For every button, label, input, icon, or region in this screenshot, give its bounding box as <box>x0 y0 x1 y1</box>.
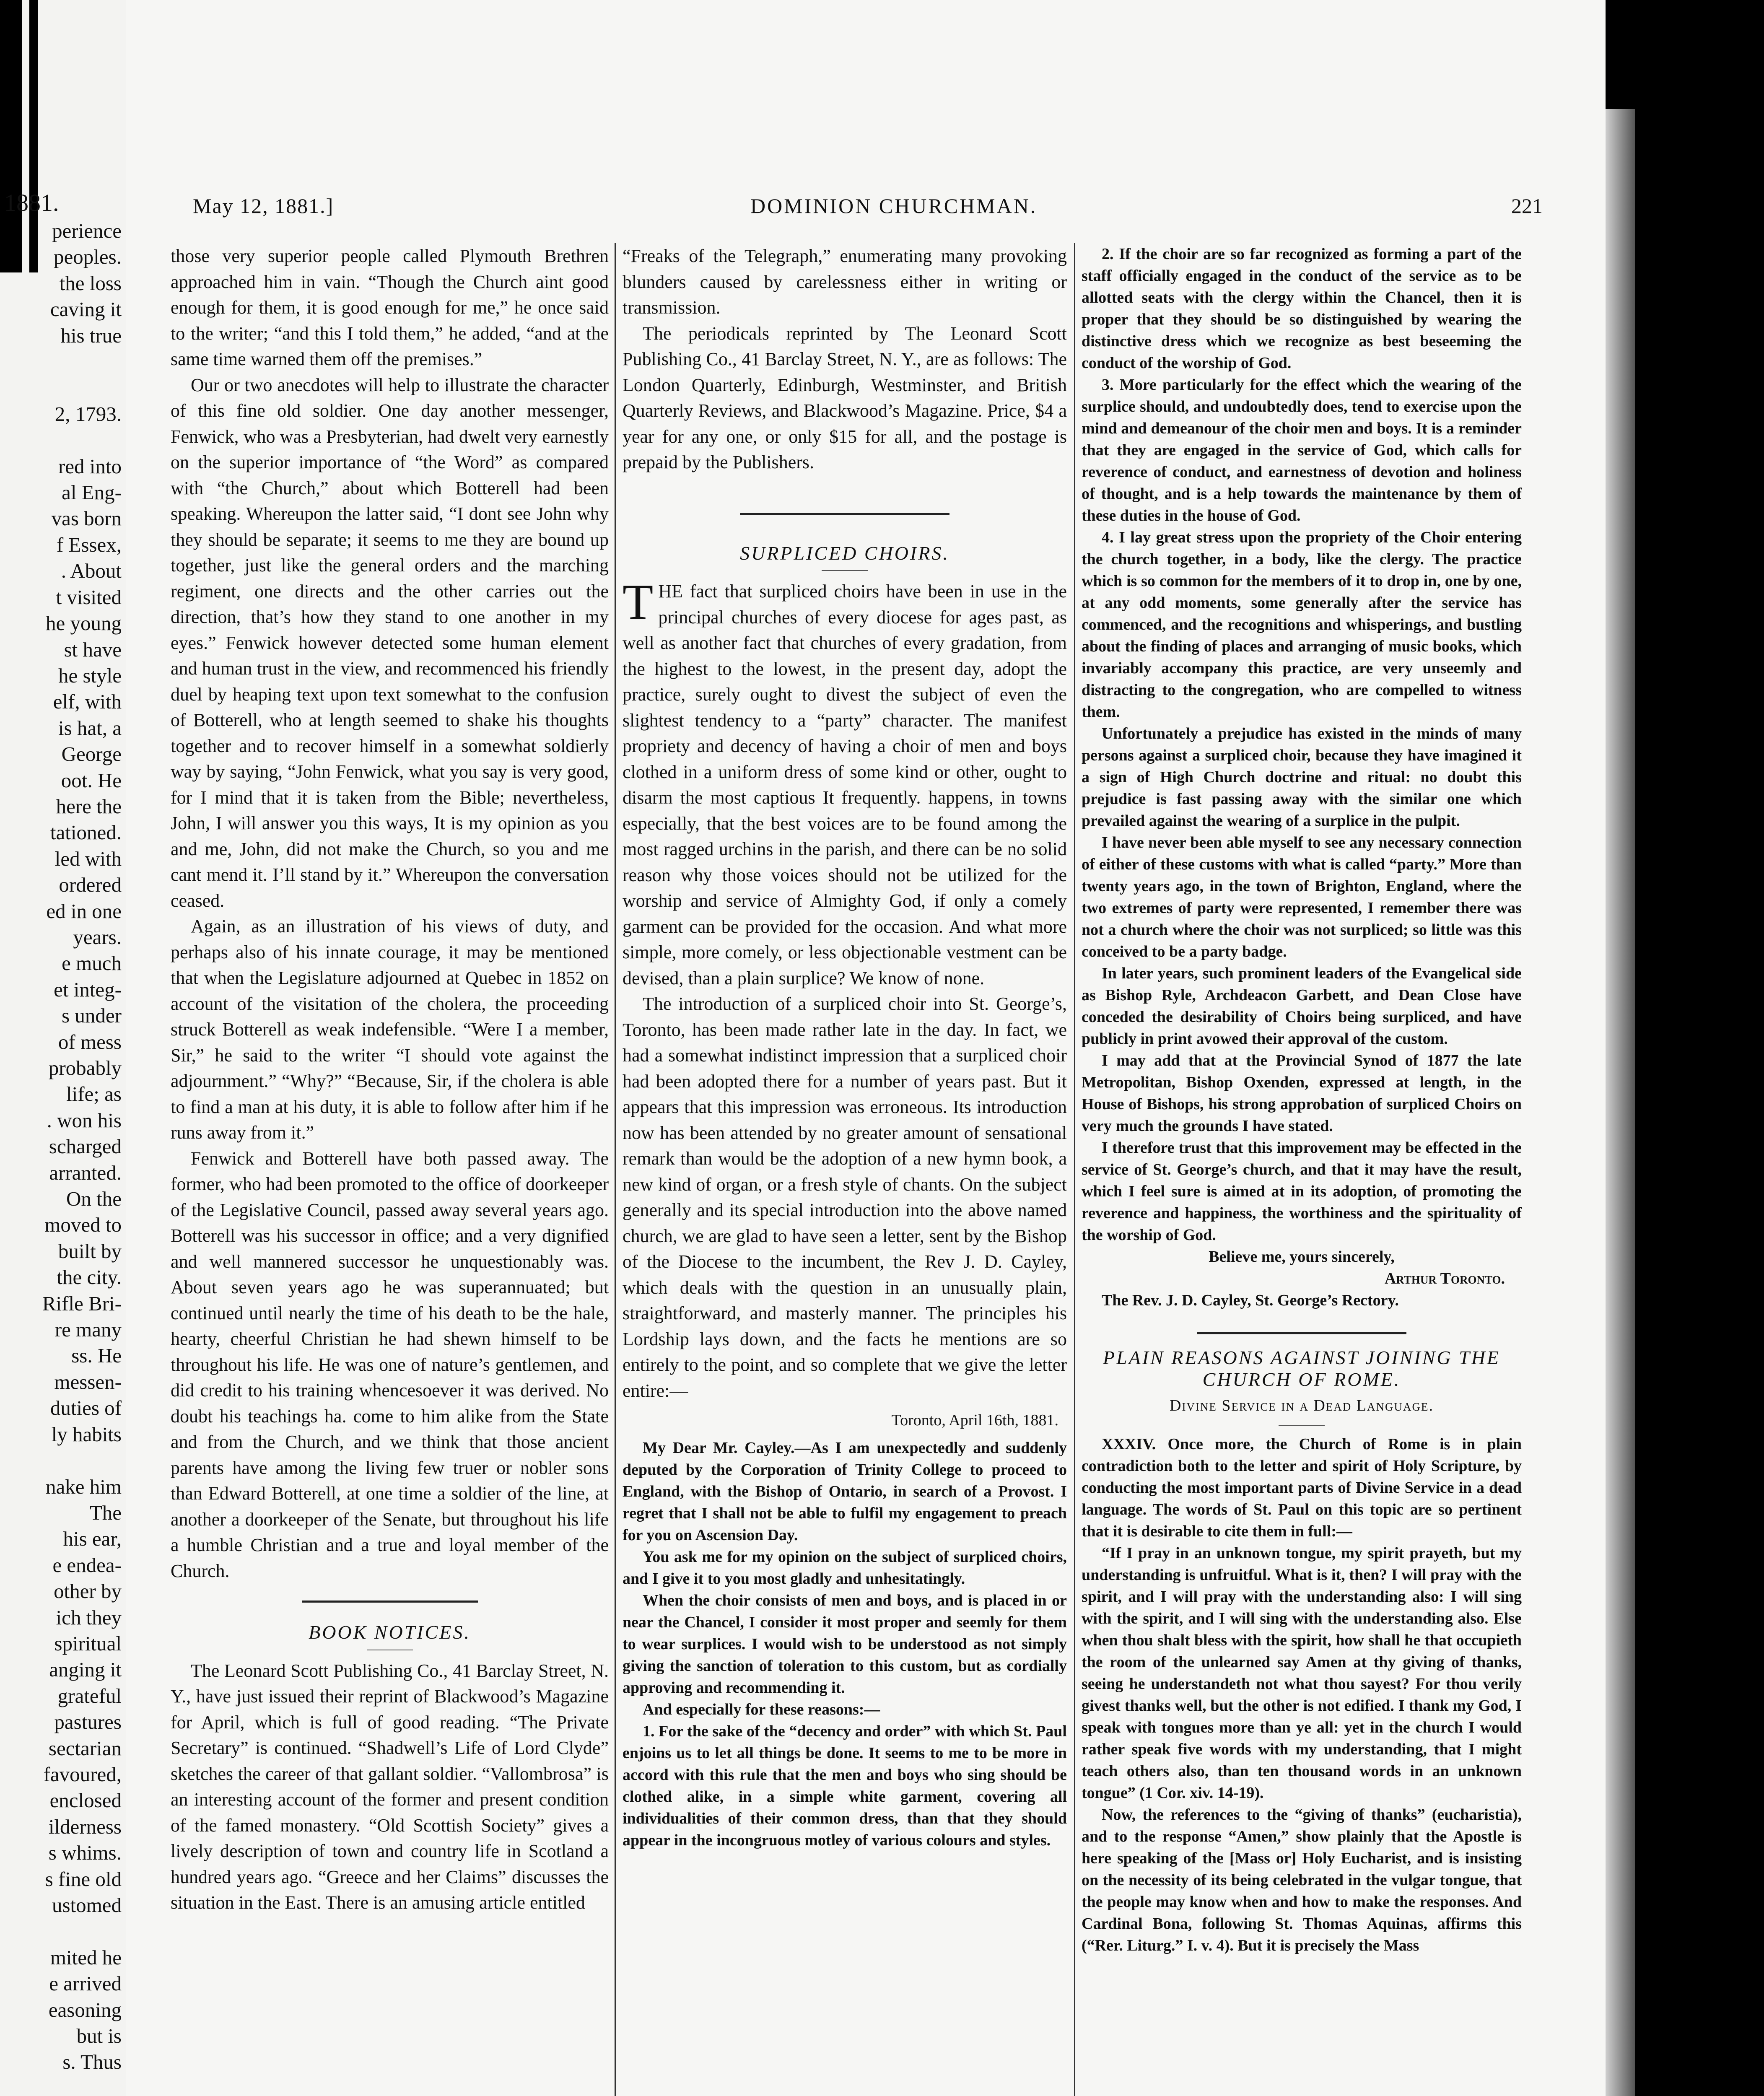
heading-underline <box>1279 1425 1325 1426</box>
facing-page-line: s. Thus <box>62 2050 122 2074</box>
letter-paragraph: I have never been able myself to see any necessary connection of either of these customs with what is called “party.” More than twenty years ago, in the town of Brighton, England, where the two extremes of party were represented, I remember there was not a church where the choir was not surpliced; so little was this conceived to be a party badge. <box>1082 834 1522 960</box>
facing-page-line: vas born <box>51 507 122 530</box>
facing-page-line: red into <box>58 454 122 478</box>
masthead-title: DOMINION CHURCHMAN. <box>750 194 1038 218</box>
heading-underline <box>822 570 868 571</box>
facing-page-line: . About <box>61 559 122 583</box>
facing-page-lines <box>0 218 122 2075</box>
facing-page-line: elf, with <box>53 690 122 713</box>
facing-page-line: years. <box>73 925 122 949</box>
facing-page-line: other by <box>54 1580 122 1603</box>
page-edge-shadow <box>1606 109 1635 2096</box>
facing-page-line: e much <box>62 952 122 975</box>
facing-page-line: ich they <box>56 1606 122 1629</box>
column-2 <box>623 243 1067 1851</box>
issue-date: May 12, 1881.] <box>193 194 334 218</box>
plain-reasons-subheading: Divine Service in a Dead Language. <box>1170 1397 1434 1414</box>
facing-page-line: the city. <box>57 1266 122 1289</box>
letter-paragraph: 4. I lay great stress upon the propriety of the Choir entering the church together, in a body, like the clergy. The practice which is so common for the members of it to drop in, one by one, at any odd moments, some generally after the service has commenced, and the recognitions and whisperings, and bustling about the finding of places and arranging of music books, which invariably accompany this practice, are very unseemly and distracting to the congregation, who are compelled to witness them. <box>1082 529 1522 721</box>
facing-page-line: t visited <box>56 585 122 609</box>
column-3 <box>1082 243 1522 1956</box>
book-notices-heading: BOOK NOTICES. <box>309 1621 471 1643</box>
facing-page-line: e arrived <box>49 1972 122 1995</box>
book-notice-paragraph: The Leonard Scott Publishing Co., 41 Barclay Street, N. Y., have just issued their reprint of Blackwood’s Magazine for April, which is full of good reading. “The Private Secretary” is continued. “Shadwell’s Life of Lord Clyde” sketches the career of that gallant soldier. “Vallombrosa” is an interesting account of the former and present condition of the famed monastery. “Old Scottish Society” gives a lively description of town and country life in Scotland a hundred years ago. “Greece and her Claims” discusses the situation in the East. There is an amusing article entitled <box>171 1660 609 1913</box>
facing-page-line: e endea- <box>52 1553 122 1577</box>
facing-page-line <box>0 1918 122 1944</box>
facing-page-line: peoples. <box>54 245 122 269</box>
drop-cap: T <box>623 574 654 630</box>
letter-paragraph: My Dear Mr. Cayley.—As I am unexpectedly and suddenly deputed by the Corporation of Trinity College to proceed to England, with the Bishop of Ontario, in search of a Provost. I regret that I shall not be able to fulfil my engagement to preach for you on Ascension Day. <box>623 1439 1067 1544</box>
section-divider <box>302 1601 478 1603</box>
facing-page-line: grateful <box>57 1684 122 1707</box>
article-paragraph: Now, the references to the “giving of thanks” (eucharistia), and to the response “Amen,” show plainly that the Apostle is here speaking of the [Mass or] Holy Eucharist, and is insisting on the necessity of its being celebrated in the vulgar tongue, that the people may know when and how to make the responses. And Cardinal Bona, following St. Thomas Aquinas, affirms this (“Rer. Liturg.” I. v. 4). But it is precisely the Mass <box>1082 1806 1522 1954</box>
facing-page-line: re many <box>54 1318 122 1341</box>
facing-page-line: probably <box>48 1056 122 1079</box>
facing-page-line: On the <box>66 1187 122 1211</box>
facing-page-line: of mess <box>58 1030 122 1053</box>
article-paragraph: XXXIV. Once more, the Church of Rome is in plain contradiction both to the letter and spirit of Holy Scripture, by conducting the most important parts of Divine Service in a dead language. The words of St. Paul on this topic are so pertinent that it is desirable to cite them in full:— <box>1082 1435 1522 1540</box>
facing-page-line: his ear, <box>63 1527 122 1551</box>
facing-page-line: his true <box>60 324 122 347</box>
facing-page-line: et integ- <box>54 978 122 1001</box>
facing-page-line: anging it <box>49 1658 122 1681</box>
letter-paragraph: 3. More particularly for the effect which the wearing of the surplice should, and undoubtedly does, tend to exercise upon the mind and demeanour of the choir men and boys. It is a reminder that they are engaged in the service of God, which calls for reverence of conduct, and earnestness of devotion and holiness of thought, and is a help towards the maintenance by them of these duties in the house of God. <box>1082 376 1522 524</box>
facing-page-line: easoning <box>48 1998 122 2021</box>
facing-page-line: 2, 1793. <box>54 402 122 425</box>
facing-page-line: s under <box>62 1004 122 1027</box>
facing-page-line: The <box>89 1501 122 1524</box>
letter-paragraph: I may add that at the Provincial Synod of 1877 the late Metropolitan, Bishop Oxenden, expressed at length, in the House of Bishops, his strong approbation of surpliced Choirs on very much the grounds I have stated. <box>1082 1052 1522 1135</box>
facing-page-line: he style <box>58 664 122 687</box>
facing-page-line: scharged <box>49 1135 122 1158</box>
facing-page-line: Rifle Bri- <box>42 1292 122 1315</box>
article-paragraph: The periodicals reprinted by The Leonard Scott Publishing Co., 41 Barclay Street, N. Y., are as follows: The London Quarterly, Edinburgh, Westminster, and British Quarterly Reviews, and Blackwood’s Magazine. Price, $4 a year for any one, or only $15 for all, and the postage is prepaid by the Publishers. <box>623 323 1067 472</box>
surpliced-choirs-heading: SURPLICED CHOIRS. <box>740 542 949 564</box>
facing-page-line: perience <box>52 219 122 242</box>
letter-paragraph: And especially for these reasons:— <box>643 1701 880 1718</box>
facing-page-line: s whims. <box>48 1841 122 1865</box>
facing-page-line: he young <box>46 612 122 635</box>
column-rule <box>615 243 616 2096</box>
facing-page-line: ilderness <box>48 1815 122 1838</box>
letter-paragraph: When the choir consists of men and boys, and is placed in or near the Chancel, I consider it most proper and seemly for them to wear surplices. I would wish to be understood as not simply giving the sanction of toleration to this custom, but as cordially approving and recommending it. <box>623 1592 1067 1697</box>
facing-page-line: mited he <box>50 1946 122 1969</box>
facing-page-line: nake him <box>46 1475 122 1498</box>
facing-page-header: 1881. <box>4 189 59 216</box>
facing-page-line: caving it <box>50 298 122 321</box>
facing-page-line: enclosed <box>49 1789 122 1812</box>
scripture-quotation: “If I pray in an unknown tongue, my spirit prayeth, but my understanding is unfruitful. What is it, then? I will pray with the spirit, and I will pray with the understanding also: I will sing with the spirit, and I will sing with the understanding also. Else when thou shalt bless with the spirit, how shall he that occupieth the room of the unlearned say Amen at thy giving of thanks, seeing he understandeth not what thou sayest? For thou verily givest thanks well, but the other is not edified. I thank my God, I speak with tongues more than ye all: yet in the church I would rather speak five words with my understanding, that I might teach others also, than ten thousand words in an unknown tongue” (1 Cor. xiv. 14-19). <box>1082 1544 1522 1802</box>
facing-page-line: st have <box>64 638 122 661</box>
letter-paragraph: You ask me for my opinion on the subject of surpliced choirs, and I give it to you most gladly and unhesitatingly. <box>623 1548 1067 1588</box>
facing-page-line: al Eng- <box>62 481 122 504</box>
letter-addressee: The Rev. J. D. Cayley, St. George’s Rectory. <box>1102 1292 1399 1309</box>
facing-page-line: the loss <box>59 271 122 295</box>
facing-page-line: ed in one <box>46 899 122 923</box>
facing-page-line: ustomed <box>52 1894 122 1917</box>
letter-signature: Arthur Toronto. <box>1384 1270 1505 1287</box>
facing-page-line: ss. He <box>71 1344 122 1367</box>
article-paragraph: Our or two anecdotes will help to illustrate the character of this fine old soldier. One day another messenger, Fenwick, who was a Presbyterian, had dwelt very earnestly on the superior importance of “the Word” as compared with “the Church,” about which Botterell had been speaking. Whereupon the latter said, “I dont see John why they should be separate; it seems to me they are bound up together, just like the general orders and the marching regiment, one directs and the other carries out the direction, that’s how they stand to one another in my eyes.” Fenwick however detected some human element and human trust in the view, and recommenced his friendly duel by heaping text upon text somewhat to the confusion of Botterell, who at length seemed to shake his thoughts together and to recover himself in a somewhat soldierly way by saying, “John Fenwick, what you say is very good, for I mind that it is taken from the Bible; nevertheless, John, I will answer you this ways, It is my opinion as you and me, John, did not make the Church, so you and me cant mend it. I’ll stand by it.” Whereupon the conversation ceased. <box>171 374 609 911</box>
article-paragraph <box>623 574 1067 991</box>
facing-page-line: here the <box>56 794 122 818</box>
article-paragraph: The introduction of a surpliced choir into St. George’s, Toronto, has been made rather late in the day. In fact, we had a somewhat indistinct impression that a surpliced choir had been adopted there for a number of years past. But it appears that this impression was erroneous. Its introduction now has been attended by no greater amount of sensational remark than would be the adoption of a new hymn book, a new kind of organ, or a fresh style of chants. On the subject generally and its special introduction into the above named church, we are glad to have seen a letter, sent by the Bishop of the Diocese to the incumbent, the Rev J. D. Cayley, which deals with the question in an unusually plain, straightforward, and masterly manner. The principles his Lordship lays down, and the facts he mentions are so entirely to the point, and so complete that we give the letter entire:— <box>623 994 1067 1401</box>
facing-page-line: moved to <box>44 1213 122 1237</box>
letter-paragraph: In later years, such prominent leaders of the Evangelical side as Bishop Ryle, Archdeacon Garbett, and Dean Close have conceded the desirability of Choirs being surpliced, and have publicly in print avowed their approval of the custom. <box>1082 965 1522 1048</box>
facing-page-line: s fine old <box>45 1867 122 1891</box>
facing-page-line: messen- <box>54 1370 122 1393</box>
plain-reasons-heading: PLAIN REASONS AGAINST JOINING THE CHURCH OF ROME. <box>1102 1347 1501 1390</box>
facing-page-line: pastures <box>54 1710 122 1734</box>
column-rule <box>1074 243 1075 2096</box>
facing-page-line: arranted. <box>49 1161 122 1184</box>
article-paragraph: Again, as an illustration of his views of duty, and perhaps also of his innate courage, it may be mentioned that when the Legislature adjourned at Quebec in 1852 on account of the visitation of the cholera, the proceeding struck Botterell as weak indefensible. “Were I a member, Sir,” he said to the writer “I should vote against the adjournment.” “Why?” “Because, Sir, if the cholera is able to find a man at his duty, it is able to follow after him if he runs away from it.” <box>171 916 609 1143</box>
facing-page-line: life; as <box>66 1082 122 1106</box>
facing-page-line <box>0 427 122 453</box>
facing-page-line: spiritual <box>54 1632 122 1655</box>
letter-paragraph: 1. For the sake of the “decency and order” with which St. Paul enjoins us to let all things be done. It seems to me to be more in accord with this rule that the men and boys who sing should be clothed alike, in a simple white garment, covering all individualities of their common dress, than that they should appear in the incongruous motley of various colours and styles. <box>623 1722 1067 1849</box>
section-divider <box>740 513 949 515</box>
facing-page-line: ly habits <box>51 1422 122 1446</box>
page-header <box>193 194 1543 223</box>
facing-page-line: duties of <box>50 1396 122 1420</box>
facing-page-line: oot. He <box>61 768 122 792</box>
facing-page-line <box>0 1447 122 1473</box>
letter-signoff: Believe me, yours sincerely, <box>1209 1248 1395 1266</box>
article-text: HE fact that surpliced choirs have been in use in the principal churches of every diocese for ages past, as well as another fact that churches of every gradation, from the highest to the lowest, in the present day, adopt the practice, surely ought to divest the subject of even the slightest tendency to a “party” character. The manifest propriety and decency of having a choir of men and boys clothed in a uniform dress of some kind or other, ought to disarm the most captious It frequently. happens, in towns especially, that the best voices are to be found among the most ragged urchins in the parish, and there can be no solid reason why those voices should not be utilized for the worship and service of Almighty God, if only a comely garment can be provided for the occasion. And what more simple, more comely, or less objectionable vestment can be devised, than a plain surplice? We know of none. <box>623 581 1067 988</box>
facing-page-line: is hat, a <box>58 716 122 739</box>
facing-page-column <box>0 189 122 2075</box>
facing-page-line: tationed. <box>50 821 122 844</box>
facing-page-line <box>0 375 122 401</box>
article-paragraph: Fenwick and Botterell have both passed away. The former, who had been promoted to the office of doorkeeper of the Legislative Council, passed away several years ago. Botterell was his successor in office; and a very dignified and well mannered successor he unquestionably was. About seven years ago he was superannuated; but continued until nearly the time of his death to be the hale, hearty, cheerful Christian he had shewn himself to be throughout his life. He was one of nature’s gentlemen, and did credit to his training whencesoever it was derived. No doubt his teachings ha. come to him alike from the State and from the Church, and we think that those ancient parents have among the living few truer or nobler sons than Edward Botterell, at one time a soldier of the line, at another a doorkeeper of the Senate, but throughout his life a humble Christian and a true and loyal member of the Church. <box>171 1148 609 1581</box>
page-number: 221 <box>1511 194 1543 218</box>
article-paragraph: those very superior people called Plymouth Brethren approached him in vain. “Though the Church aint good enough for them, it is good enough for me,” he once said to the writer; “and this I told them,” he added, “and at the same time warned them off the premises.” <box>171 246 609 369</box>
section-divider <box>1197 1332 1406 1334</box>
facing-page-line: George <box>61 742 122 766</box>
facing-page-line: led with <box>54 847 122 870</box>
column-1 <box>171 243 609 1916</box>
letter-date: Toronto, April 16th, 1881. <box>891 1411 1058 1429</box>
facing-page-line <box>0 349 122 375</box>
facing-page-line: . won his <box>47 1108 122 1132</box>
facing-page-line: but is <box>76 2024 122 2048</box>
letter-paragraph: Unfortunately a prejudice has existed in the minds of many persons against a surpliced choir, because they have imagined it a sign of High Church doctrine and ritual: no doubt this prejudice is fast passing away with the similar one which prevailed against the wearing of a surplice in the pulpit. <box>1082 725 1522 830</box>
letter-paragraph: I therefore trust that this improvement may be effected in the service of St. George’s church, and that it may have the result, which I feel sure is aimed at in its adoption, of promoting the reverence and happiness, the worthiness and the spirituality of the worship of God. <box>1082 1139 1522 1244</box>
facing-page-line: favoured, <box>43 1762 122 1786</box>
facing-page-line: built by <box>58 1239 122 1263</box>
letter-paragraph: 2. If the choir are so far recognized as forming a part of the staff officially engaged in the conduct of the service as to be allotted seats with the clergy within the Chancel, then it is proper that they should be so distinguished by wearing the distinctive dress which we recognize as best beseeming the conduct of the worship of God. <box>1082 245 1522 372</box>
facing-page-line: sectarian <box>48 1736 122 1760</box>
article-paragraph: “Freaks of the Telegraph,” enumerating many provoking blunders caused by carelessness either in writing or transmission. <box>623 246 1067 318</box>
facing-page-line: ordered <box>59 873 122 897</box>
facing-page-line: f Essex, <box>56 533 122 556</box>
